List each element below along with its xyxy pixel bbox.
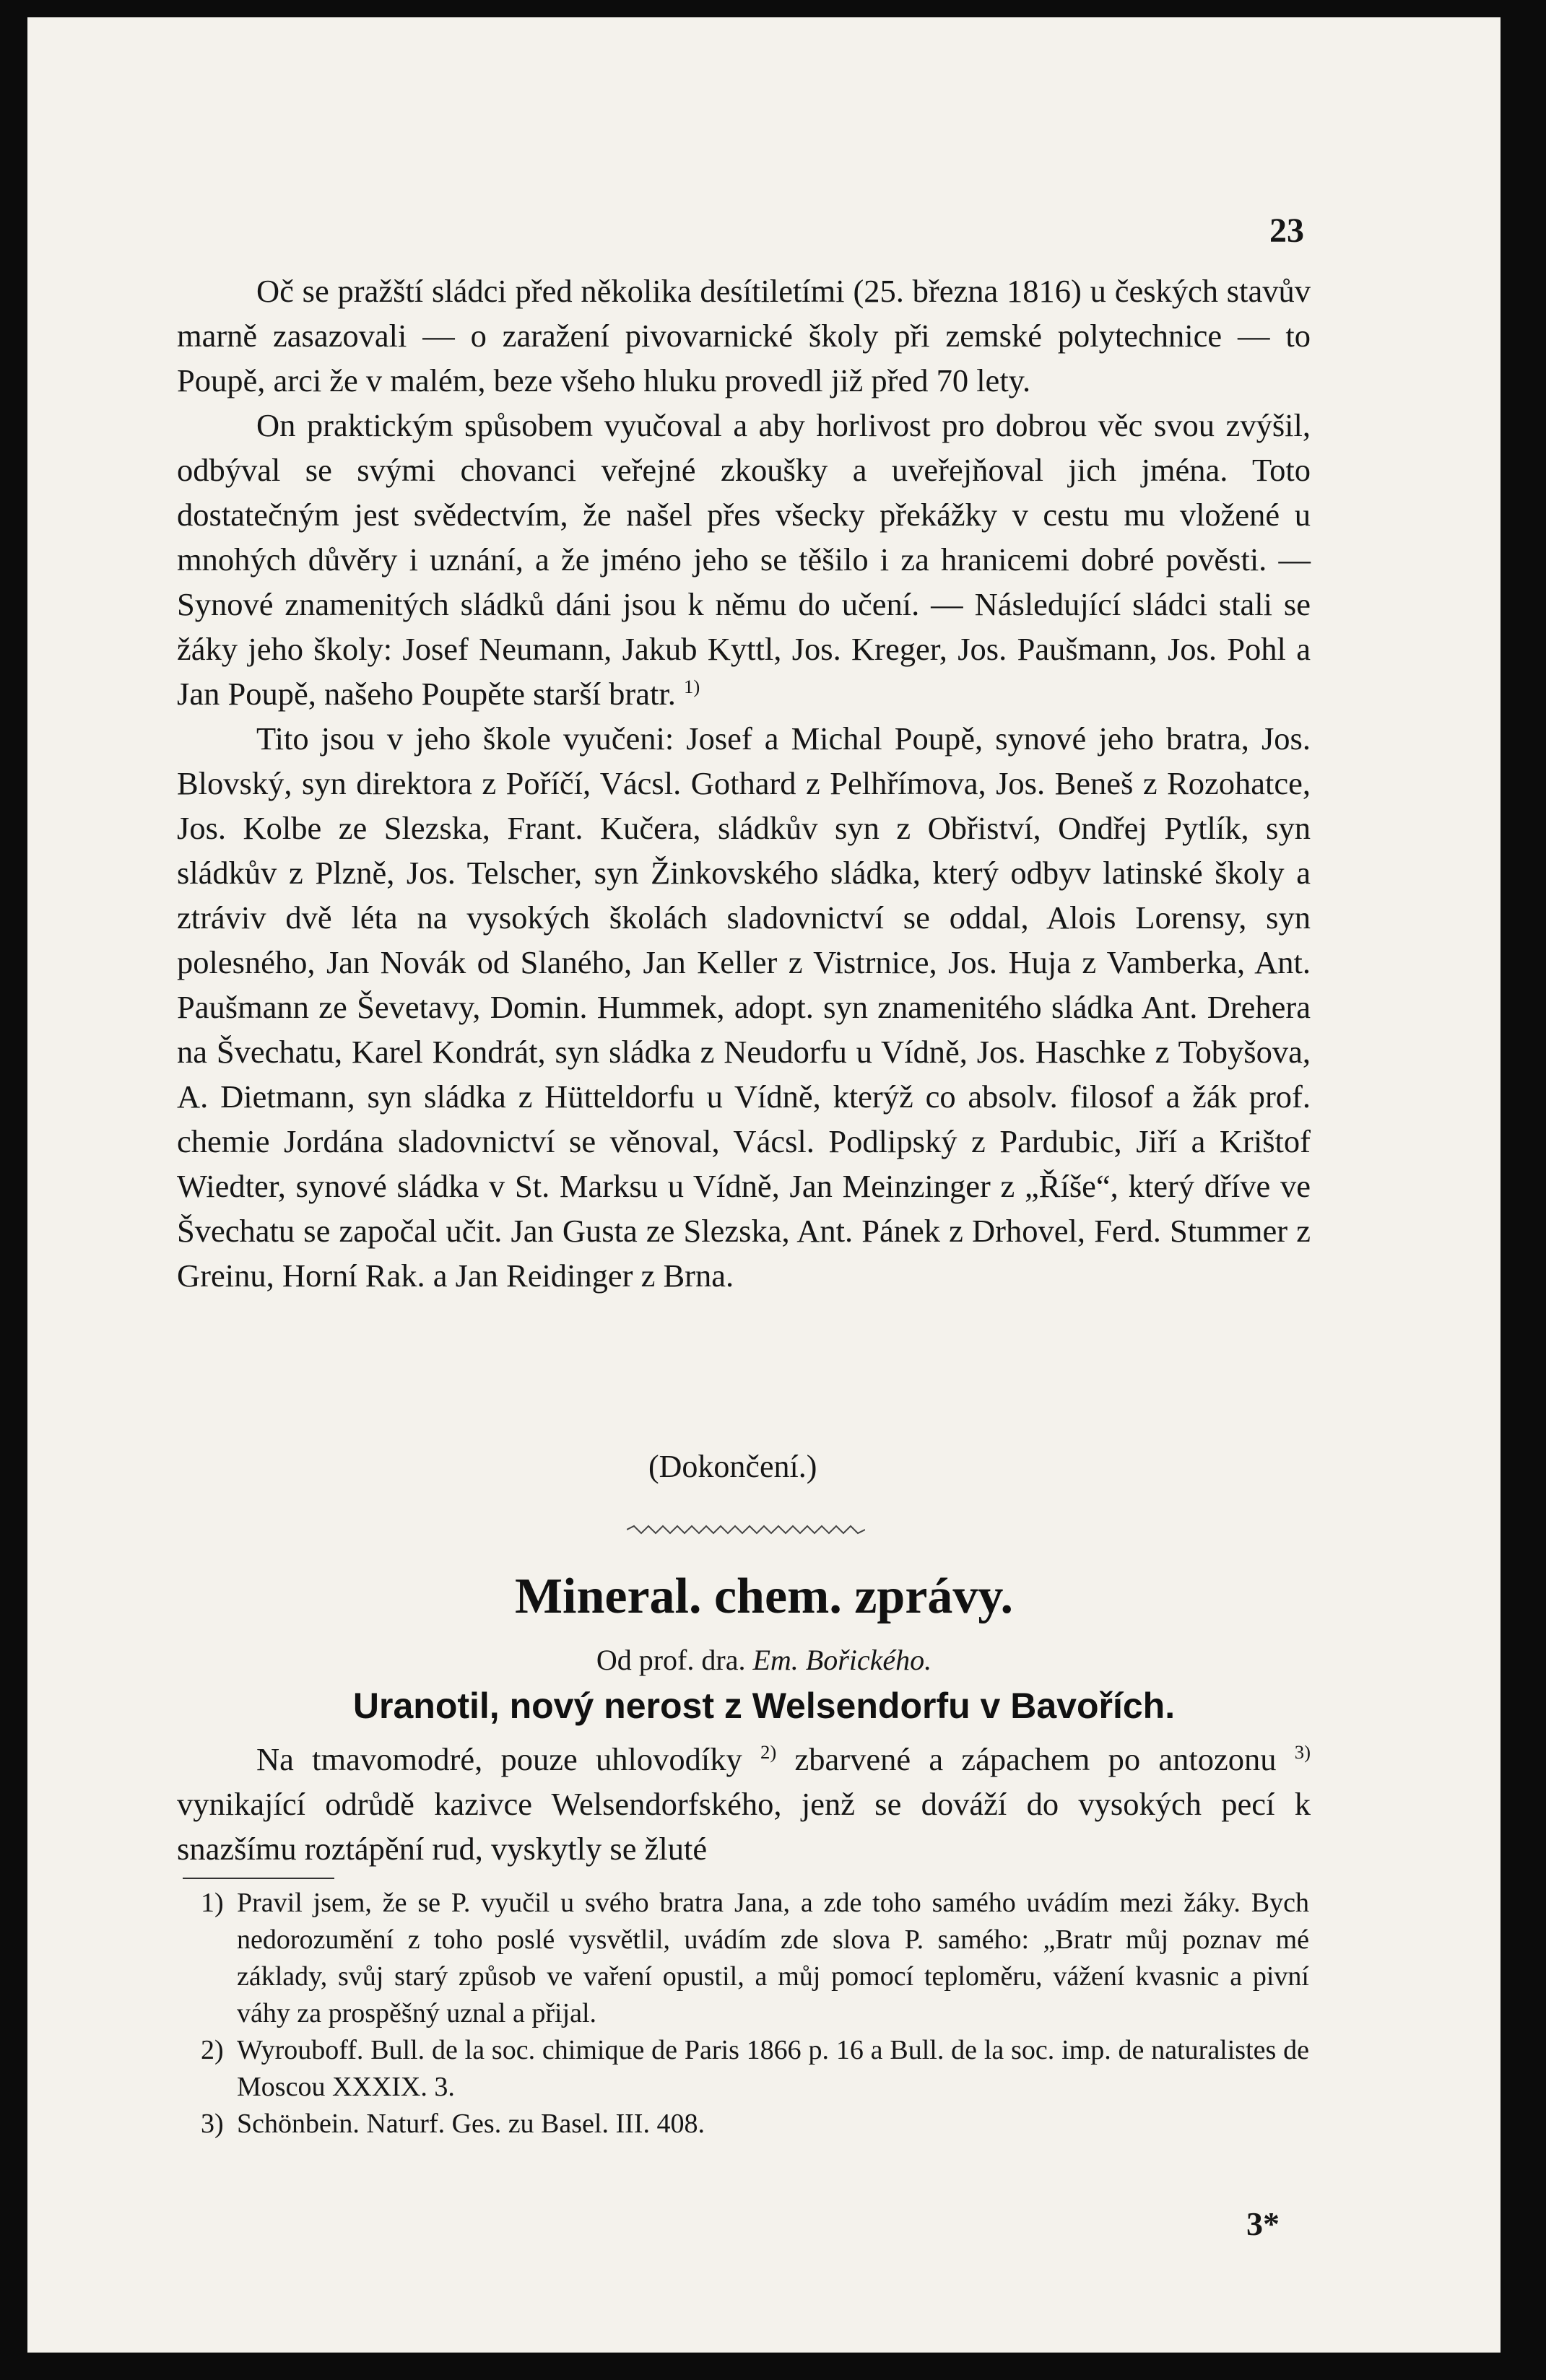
footnote-3: [201, 2106, 1309, 2143]
byline-prefix: Od prof. dra.: [596, 1644, 746, 1676]
article-body: [177, 1737, 1311, 1871]
article-text-1: Na tmavomodré, pouze uhlovodíky: [256, 1741, 742, 1777]
footnotes: [201, 1885, 1309, 2143]
footnote-text: Schönbein. Naturf. Ges. zu Basel. III. 408.: [237, 2109, 705, 2139]
byline-author: Em. Bořického.: [752, 1644, 932, 1676]
wavy-divider: [627, 1525, 865, 1535]
footnote-mark: 2): [201, 2035, 224, 2065]
byline: [27, 1643, 1501, 1677]
page-number: 23: [1269, 212, 1304, 250]
paragraph-2: [177, 403, 1311, 716]
footnote-2: [201, 2032, 1309, 2106]
footnote-ref-2: 2): [760, 1741, 777, 1764]
scanned-page: [27, 17, 1501, 2353]
paragraph-2-text: On praktickým spůsobem vyučoval a aby horlivost pro dobrou věc svou zvýšil, odbýval se svými chovanci veřejné zkoušky a uveřejňoval jich jména. Toto dostatečným jest svědectvím, že našel přes všecky překážky v cestu mu vložené u mnohých důvěry i uznání, a že jméno jeho se těšilo i za hranicemi dobré pověsti. — Synové znamenitých sládků dáni jsou k němu do učení. — Následující sládci stali se žáky jeho školy: Josef Neumann, Jakub Kyttl, Jos. Kreger, Jos. Paušmann, Jos. Pohl a Jan Poupě, našeho Poupěte starší bratr.: [177, 407, 1311, 712]
signature-mark: 3*: [1246, 2205, 1280, 2242]
footnote-text: Wyrouboff. Bull. de la soc. chimique de Paris 1866 p. 16 a Bull. de la soc. imp. de naturalistes de Moscou XXXIX. 3.: [237, 2035, 1309, 2102]
article-text-2: zbarvené a zápachem po antozonu: [776, 1741, 1277, 1777]
main-text: [177, 269, 1311, 1298]
continuation-note: (Dokončení.): [648, 1449, 817, 1484]
article-title: Uranotil, nový nerost z Welsendorfu v Bavořích.: [352, 1686, 1176, 1726]
paragraph-3: Tito jsou v jeho škole vyučeni: Josef a Michal Poupě, synové jeho bratra, Jos. Blovský, syn direktora z Poříčí, Vácsl. Gothard z Pelhřímova, Jos. Beneš z Rozohatce, Jos. Kolbe ze Slezska, Frant. Kučera, sládkův syn z Obřiství, Ondřej Pytlík, syn sládkův z Plzně, Jos. Telscher, syn Žinkovského sládka, který odbyv latinské školy a ztráviv dvě léta na vysokých školách sladovnictví se oddal, Alois Lorensy, syn polesného, Jan Novák od Slaného, Jan Keller z Vistrnice, Jos. Huja z Vamberka, Ant. Paušmann ze Ševetavy, Domin. Hummek, adopt. syn znamenitého sládka Ant. Drehera na Švechatu, Karel Kondrát, syn sládka z Neudorfu u Vídně, Jos. Haschke z Tobyšova, A. Dietmann, syn sládka z Hütteldorfu u Vídně, kterýž co absolv. filosof a žák prof. chemie Jordána sladovnictví se věnoval, Vácsl. Podlipský z Pardubic, Jiří a Krištof Wiedter, synové sládka v St. Marksu u Vídně, Jan Meinzinger z „Říše“, který dříve ve Švechatu se započal učit. Jan Gusta ze Slezska, Ant. Pánek z Drhovel, Ferd. Stummer z Greinu, Horní Rak. a Jan Reidinger z Brna.: [177, 720, 1311, 1294]
footnote-1: [201, 1885, 1309, 2032]
footnote-ref-3: 3): [1294, 1741, 1311, 1764]
footnote-rule: [183, 1878, 334, 1879]
section-title: Mineral. chem. zprávy.: [514, 1569, 1014, 1624]
paragraph-1: Oč se pražští sládci před několika desítiletími (25. března 1816) u českých stavův marně zasazovali — o zaražení pivovarnické školy při zemské polytechnice — to Poupě, arci že v malém, beze všeho hluku provedl již před 70 lety.: [177, 273, 1311, 398]
article-text-3: vynikající odrůdě kazivce Welsendorfského, jenž se dováží do vysokých pecí k snazšímu roztápění rud, vyskytly se žluté: [177, 1786, 1311, 1867]
footnote-ref-1: 1): [683, 676, 700, 698]
footnote-text: Pravil jsem, že se P. vyučil u svého bratra Jana, a zde toho samého uvádím mezi žáky. Bych nedorozumění z toho poslé vysvětlil, uvádím zde slova P. samého: „Bratr můj poznav mé základy, svůj starý způsob ve vaření opustil, a můj pomocí teploměru, vážení kvasnic a pivní váhy za prospěšný uznal a přijal.: [237, 1888, 1309, 2028]
footnote-mark: 1): [201, 1888, 224, 1918]
footnote-mark: 3): [201, 2109, 224, 2139]
